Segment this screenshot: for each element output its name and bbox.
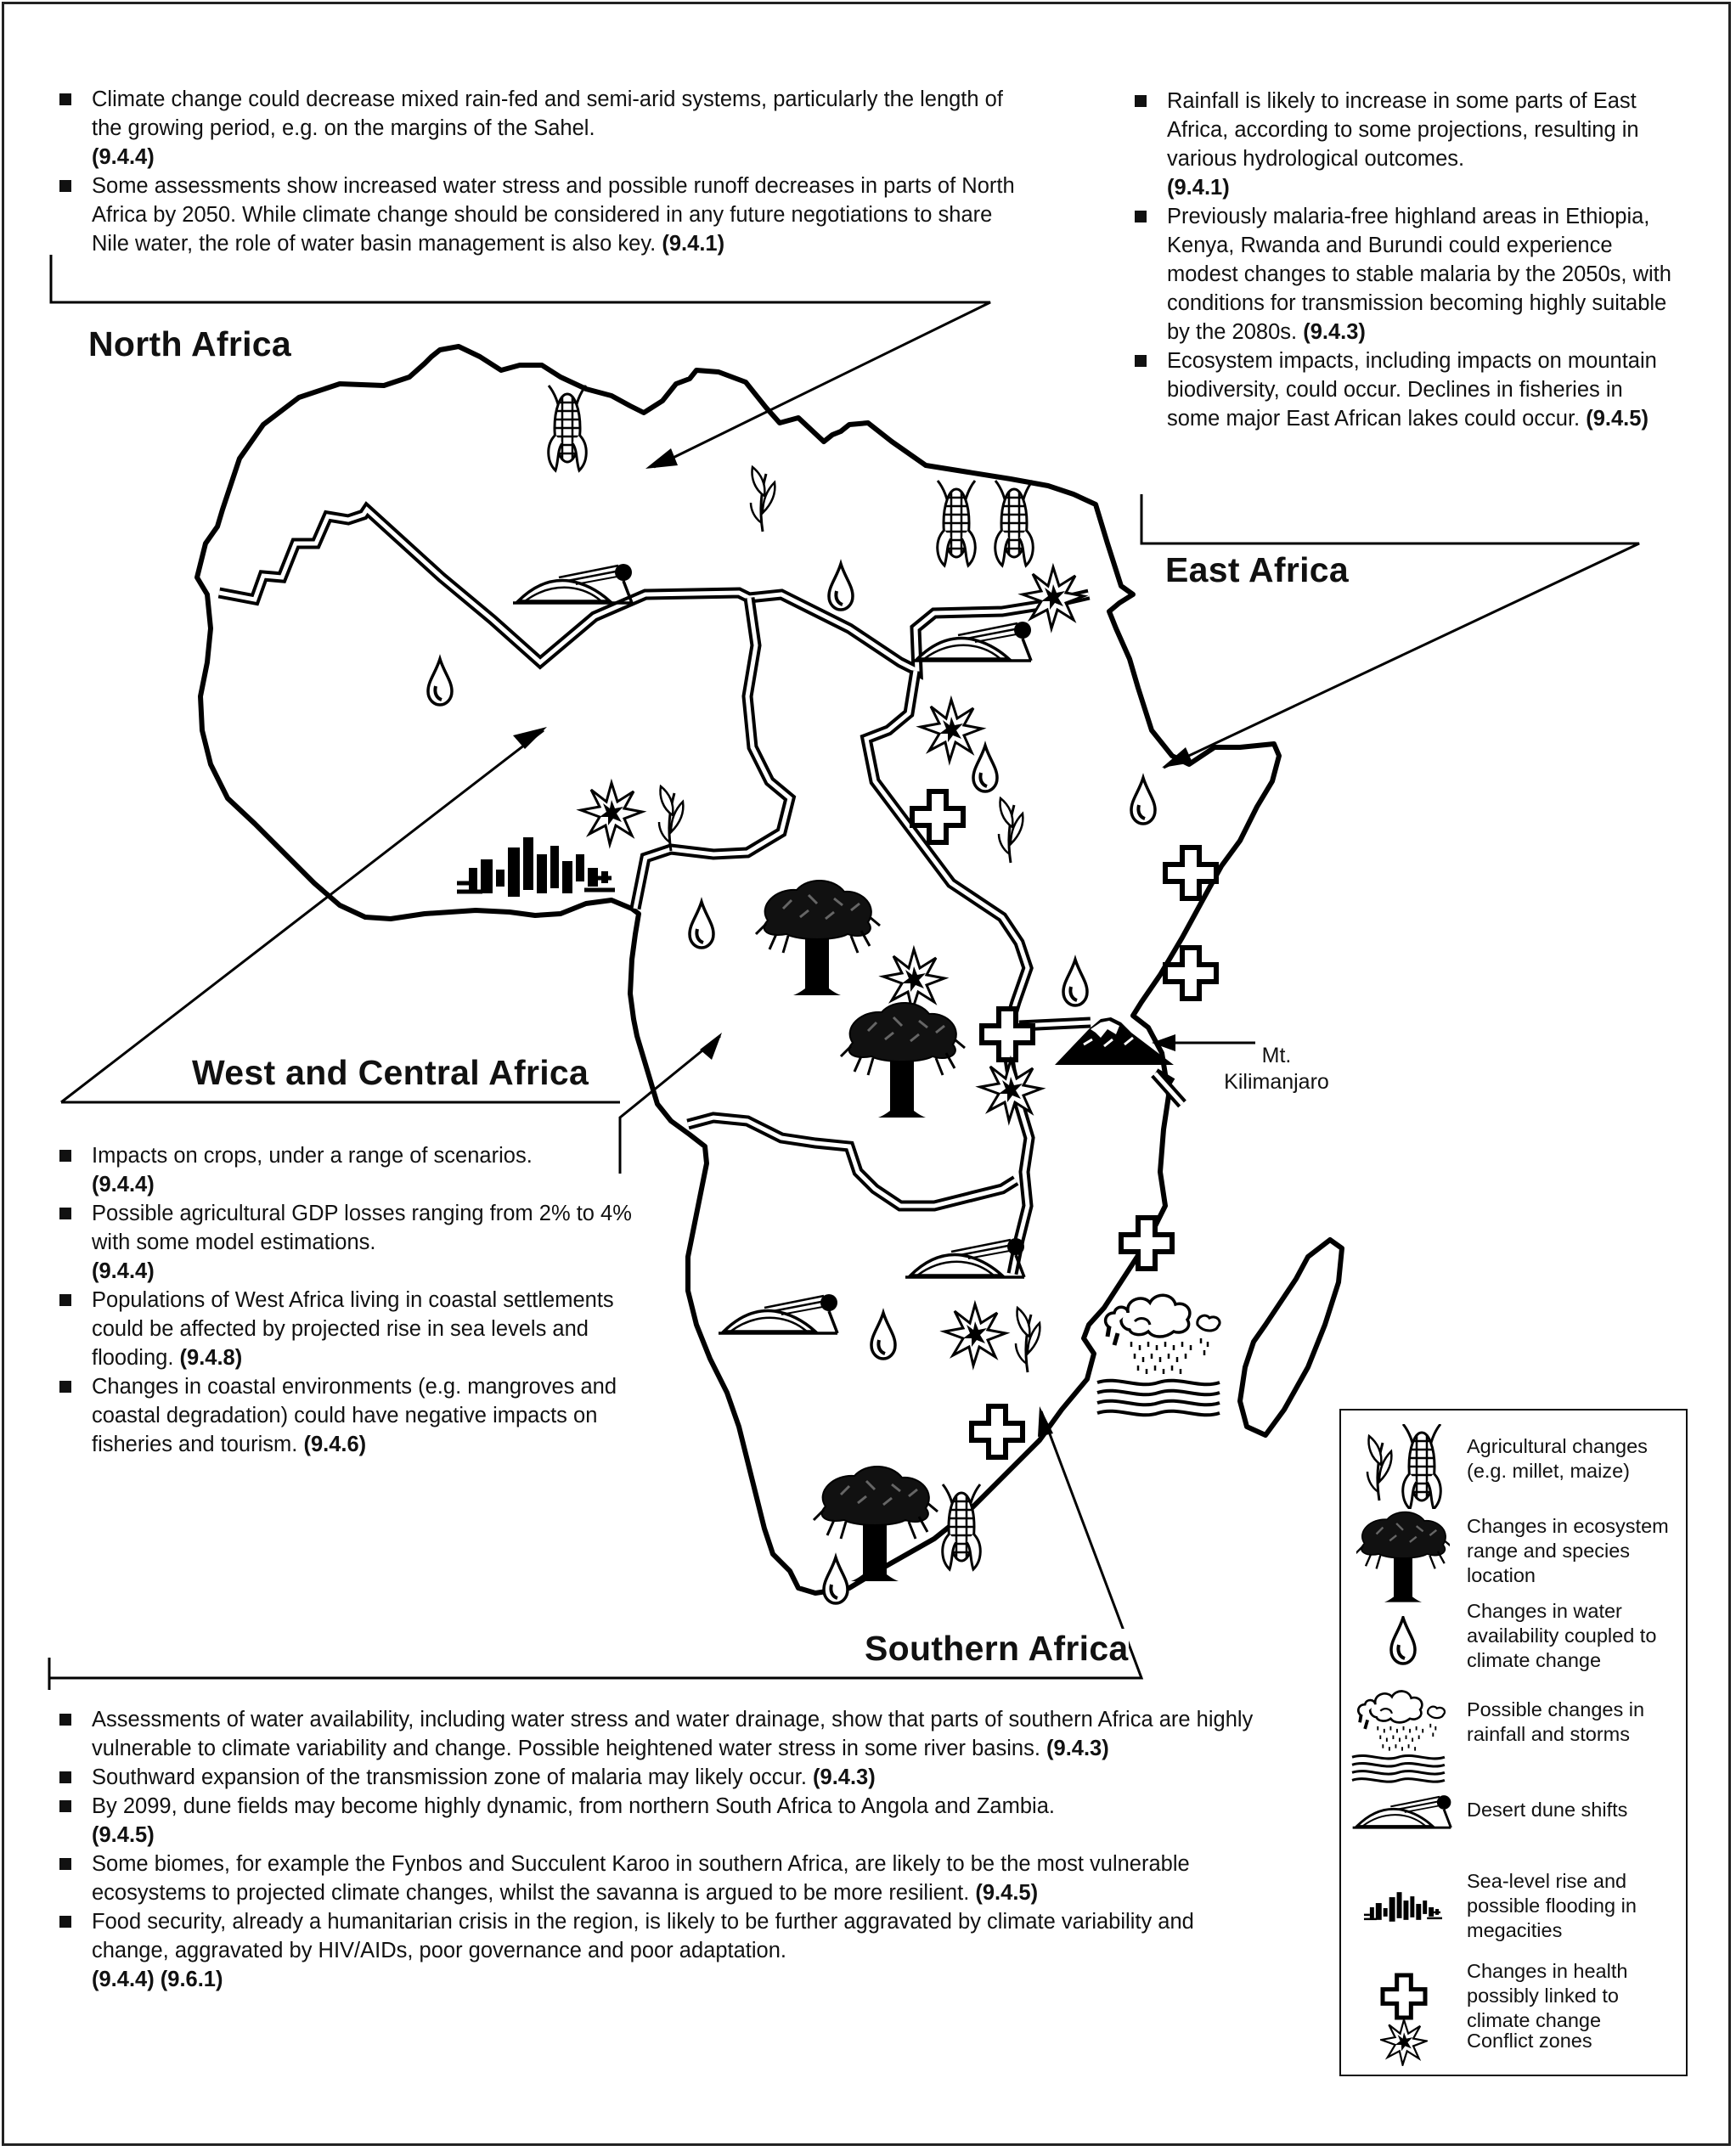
west-bullet bbox=[54, 1199, 632, 1286]
desert-dune-icon bbox=[1351, 1791, 1457, 1833]
north-bullet bbox=[54, 85, 1023, 172]
bullet-text: Changes in coastal environments (e.g. mangroves and coastal degradation) could have negative impacts on fisheries and tourism. bbox=[92, 1375, 617, 1456]
madagascar-outline bbox=[1240, 1240, 1342, 1435]
kilimanjaro-label bbox=[1204, 1043, 1349, 1095]
legend-label: Changes in ecosystem range and species location bbox=[1467, 1515, 1669, 1586]
bullet-text: By 2099, dune fields may become highly dynamic, from northern South Africa to Angola and Zambia. bbox=[92, 1794, 1055, 1818]
legend-label: Changes in water availability coupled to climate change bbox=[1467, 1600, 1657, 1671]
southern-africa-title: Southern Africa bbox=[865, 1629, 1129, 1668]
bullet-text: Climate change could decrease mixed rain-fed and semi-arid systems, particularly the length of the growing period, e.g. on the margins of the Sahel. bbox=[92, 87, 1003, 140]
bullet-text: Previously malaria-free highland areas in Ethiopia, Kenya, Rwanda and Burundi could experience modest changes to stable malaria by the 2050s, with conditions for transmission becoming highly suitable by the 2080s. bbox=[1167, 205, 1671, 344]
legend-label: Possible changes in rainfall and storms bbox=[1467, 1698, 1645, 1745]
bullet-ref: (9.4.3) bbox=[813, 1765, 876, 1789]
bullet-ref: (9.4.1) bbox=[662, 232, 725, 256]
north-bullet bbox=[54, 172, 1023, 258]
south-bullet bbox=[54, 1792, 1260, 1850]
agriculture-icon bbox=[1356, 1424, 1450, 1509]
ecosystem-tree-icon bbox=[1356, 1511, 1450, 1604]
kilimanjaro-label-line2: Kilimanjaro bbox=[1224, 1070, 1329, 1094]
bullet-text: Some biomes, for example the Fynbos and Succulent Karoo in southern Africa, are likely to be the most vulnerable ecosystems to projected climate changes, whilst the savanna is argued to be more resilient. bbox=[92, 1852, 1190, 1905]
bullet-ref: (9.4.5) bbox=[92, 1823, 155, 1847]
east-africa-title: East Africa bbox=[1165, 550, 1349, 589]
bullet-ref: (9.4.6) bbox=[303, 1433, 367, 1456]
legend-label: Changes in health possibly linked to climate change bbox=[1467, 1960, 1628, 2031]
conflict-burst-icon bbox=[1380, 2019, 1428, 2066]
west-bullet bbox=[54, 1141, 632, 1199]
south-bullet bbox=[54, 1850, 1260, 1907]
rainfall-storm-icon bbox=[1097, 1295, 1220, 1415]
sea-level-city-icon bbox=[1361, 1881, 1443, 1932]
bullet-ref: (9.4.4) bbox=[92, 1173, 155, 1197]
north-africa-title: North Africa bbox=[88, 324, 291, 363]
bullet-ref: (9.4.8) bbox=[179, 1346, 243, 1370]
southern-africa-bullets bbox=[54, 1705, 1260, 1994]
bullet-text: Assessments of water availability, including water stress and water drainage, show that parts of southern Africa are highly vulnerable to climate variability and change. Possible heightened water stress in some river basins. bbox=[92, 1708, 1254, 1760]
legend-label: Agricultural changes (e.g. millet, maize) bbox=[1467, 1435, 1648, 1482]
south-bullet bbox=[54, 1705, 1260, 1763]
east-africa-bullets bbox=[1130, 87, 1673, 433]
rainfall-storm-icon bbox=[1350, 1687, 1455, 1786]
bullet-ref: (9.4.5) bbox=[975, 1881, 1039, 1905]
legend-label: Sea-level rise and possible flooding in megacities bbox=[1467, 1870, 1637, 1941]
south-bullet bbox=[54, 1763, 1260, 1792]
bullet-ref: (9.4.4) (9.6.1) bbox=[92, 1968, 223, 1991]
health-cross-icon bbox=[1378, 1971, 1429, 2022]
bullet-text: Impacts on crops, under a range of scenarios. bbox=[92, 1144, 533, 1168]
bullet-text: Food security, already a humanitarian crisis in the region, is likely to be further aggravated by climate variability and change, aggravated by HIV/AIDs, poor governance and poor adaptation. bbox=[92, 1910, 1194, 1962]
east-bullet bbox=[1130, 202, 1673, 346]
west-bullet bbox=[54, 1286, 632, 1372]
bullet-text: Ecosystem impacts, including impacts on mountain biodiversity, could occur. Declines in fisheries in some major East African lakes could occur. bbox=[1167, 349, 1657, 431]
water-drop-icon bbox=[1382, 1616, 1424, 1667]
bullet-text: Rainfall is likely to increase in some parts of East Africa, according to some projections, resulting in various hydrological outcomes. bbox=[1167, 89, 1639, 171]
bullet-text: Populations of West Africa living in coastal settlements could be affected by projected rise in sea levels and flooding. bbox=[92, 1288, 614, 1370]
bullet-ref: (9.4.1) bbox=[1167, 176, 1230, 200]
east-bullet bbox=[1130, 87, 1673, 202]
west-bullet bbox=[54, 1372, 632, 1459]
bullet-text: Southward expansion of the transmission zone of malaria may likely occur. bbox=[92, 1765, 807, 1789]
bullet-text: Some assessments show increased water stress and possible runoff decreases in parts of North Africa by 2050. While climate change should be considered in any future negotiations to share Nile water, the role of water basin management is also key. bbox=[92, 174, 1015, 256]
bullet-ref: (9.4.3) bbox=[1303, 320, 1366, 344]
south-bullet bbox=[54, 1907, 1260, 1994]
west-central-africa-title: West and Central Africa bbox=[192, 1053, 589, 1092]
bullet-text: Possible agricultural GDP losses ranging from 2% to 4% with some model estimations. bbox=[92, 1202, 632, 1254]
bullet-ref: (9.4.3) bbox=[1046, 1737, 1109, 1760]
north-africa-bullets bbox=[54, 85, 1023, 258]
bullet-ref: (9.4.5) bbox=[1586, 407, 1649, 431]
bullet-ref: (9.4.4) bbox=[92, 145, 155, 169]
legend-label: Desert dune shifts bbox=[1467, 1799, 1628, 1821]
legend-label: Conflict zones bbox=[1467, 2030, 1592, 2052]
bullet-ref: (9.4.4) bbox=[92, 1259, 155, 1283]
east-bullet bbox=[1130, 346, 1673, 433]
legend bbox=[1339, 1409, 1688, 2076]
kilimanjaro-label-line1: Mt. bbox=[1261, 1044, 1292, 1067]
west-central-africa-bullets bbox=[54, 1141, 632, 1459]
